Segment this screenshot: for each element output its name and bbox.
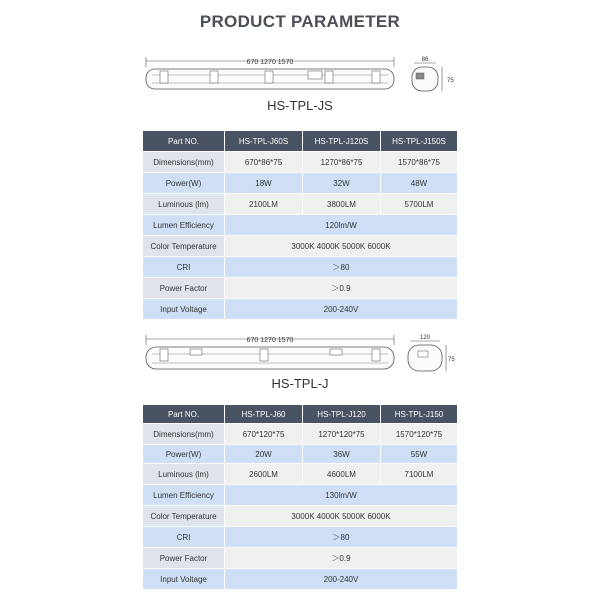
fixture-drawing-js	[140, 55, 460, 95]
row-value: 2100LM	[225, 194, 303, 215]
table-header-cell: HS-TPL-J60S	[225, 131, 303, 152]
row-value: 7100LM	[381, 464, 458, 485]
table-row	[143, 464, 458, 485]
row-value: 670*120*75	[225, 424, 303, 445]
side-height-j: 75	[448, 357, 455, 363]
page-title: PRODUCT PARAMETER	[199, 12, 401, 31]
spec-table-js	[142, 130, 458, 320]
row-value-span: ＞0.9	[225, 548, 458, 569]
dims-label-j: 670 1270 1570	[246, 337, 294, 344]
row-value: 1270*86*75	[303, 152, 381, 173]
table-row	[143, 257, 458, 278]
row-value-span: ＞80	[225, 257, 458, 278]
table-row	[143, 506, 458, 527]
row-value: 18W	[225, 173, 303, 194]
table-row	[143, 215, 458, 236]
model-name-js: HS-TPL-JS	[267, 98, 333, 113]
table-row	[143, 424, 458, 445]
table-row	[143, 236, 458, 257]
side-height-js: 75	[447, 78, 454, 84]
table-header-cell: Part NO.	[143, 405, 225, 424]
row-label: Power(W)	[143, 173, 225, 194]
row-value-span: 3000K 4000K 5000K 6000K	[225, 236, 458, 257]
row-label: Power(W)	[143, 445, 225, 464]
dims-label-js: 670 1270 1570	[246, 59, 294, 66]
fixture-drawing-j	[140, 333, 460, 375]
row-label: Power Factor	[143, 548, 225, 569]
model-name-j: HS-TPL-J	[271, 376, 329, 391]
row-value: 670*86*75	[225, 152, 303, 173]
row-label: Lumen Efficiency	[143, 215, 225, 236]
table-row	[143, 152, 458, 173]
row-value: 20W	[225, 445, 303, 464]
row-label: Lumen Efficiency	[143, 485, 225, 506]
row-value: 1570*86*75	[381, 152, 458, 173]
row-value: 55W	[381, 445, 458, 464]
row-value-span: ＞80	[225, 527, 458, 548]
table-row	[143, 173, 458, 194]
table-row	[143, 278, 458, 299]
row-value: 2600LM	[225, 464, 303, 485]
side-width-js: 86	[421, 57, 429, 63]
table-header-cell: HS-TPL-J60	[225, 405, 303, 424]
row-value: 1270*120*75	[303, 424, 381, 445]
row-value-span: 200-240V	[225, 569, 458, 590]
row-value: 5700LM	[381, 194, 458, 215]
row-label: Dimensions(mm)	[143, 152, 225, 173]
row-value: 3800LM	[303, 194, 381, 215]
row-label: Color Temperature	[143, 236, 225, 257]
table-row	[143, 194, 458, 215]
table-row	[143, 569, 458, 590]
table-row	[143, 299, 458, 320]
row-value: 1570*120*75	[381, 424, 458, 445]
row-value-span: 120lm/W	[225, 215, 458, 236]
side-width-j: 120	[419, 335, 431, 341]
row-label: Color Temperature	[143, 506, 225, 527]
row-value: 32W	[303, 173, 381, 194]
table-header-cell: HS-TPL-J120	[303, 405, 381, 424]
table-header-row	[143, 131, 458, 152]
row-label: Dimensions(mm)	[143, 424, 225, 445]
row-label: Luminous (lm)	[143, 194, 225, 215]
row-label: Input Voltage	[143, 569, 225, 590]
table-header-row	[143, 405, 458, 424]
table-header-cell: HS-TPL-J150	[381, 405, 458, 424]
row-value-span: 200-240V	[225, 299, 458, 320]
row-value: 4600LM	[303, 464, 381, 485]
row-value-span: 3000K 4000K 5000K 6000K	[225, 506, 458, 527]
row-value: 36W	[303, 445, 381, 464]
row-label: CRI	[143, 257, 225, 278]
row-label: Luminous (lm)	[143, 464, 225, 485]
row-value-span: 130lm/W	[225, 485, 458, 506]
row-value: 48W	[381, 173, 458, 194]
table-row	[143, 527, 458, 548]
row-value-span: ＞0.9	[225, 278, 458, 299]
table-row	[143, 445, 458, 464]
table-header-cell: HS-TPL-J150S	[381, 131, 458, 152]
row-label: CRI	[143, 527, 225, 548]
table-row	[143, 548, 458, 569]
table-header-cell: Part NO.	[143, 131, 225, 152]
table-row	[143, 485, 458, 506]
row-label: Power Factor	[143, 278, 225, 299]
table-header-cell: HS-TPL-J120S	[303, 131, 381, 152]
spec-table-j	[142, 404, 458, 590]
row-label: Input Voltage	[143, 299, 225, 320]
